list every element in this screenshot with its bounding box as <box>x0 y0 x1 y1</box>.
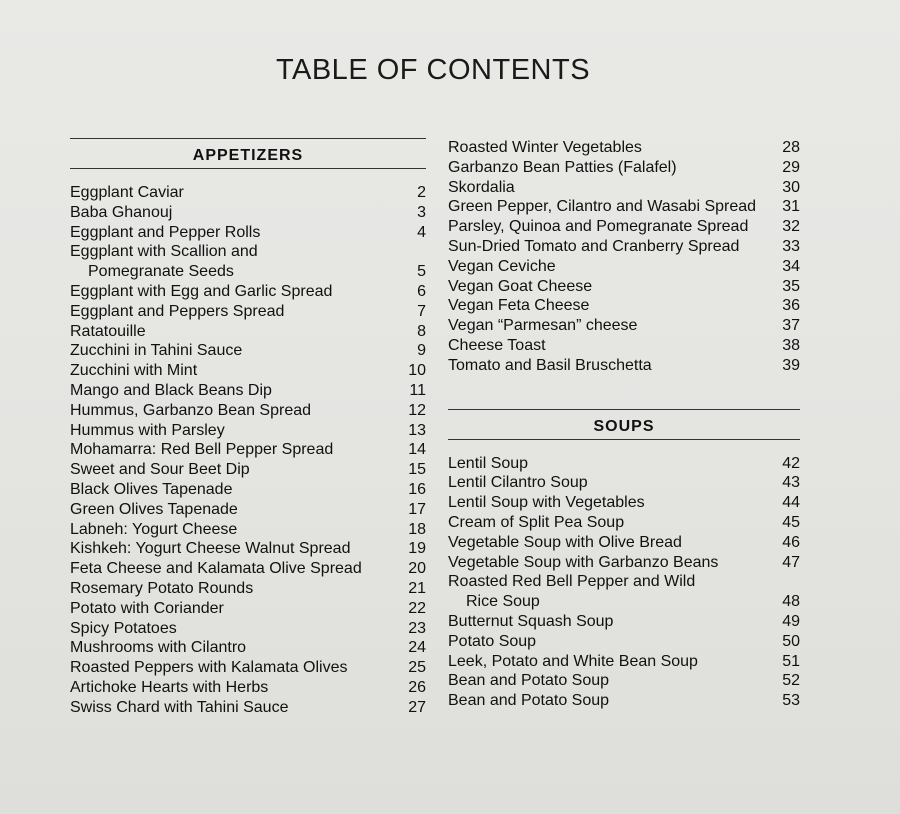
toc-entry-title-line: Sun-Dried Tomato and Cranberry Spread <box>448 237 740 255</box>
toc-entry <box>448 691 800 711</box>
toc-entry-title-line: Eggplant with Scallion and <box>70 243 258 261</box>
toc-column-left <box>70 138 426 718</box>
toc-entry <box>70 539 426 559</box>
toc-entry <box>70 322 426 342</box>
toc-page-number: 18 <box>408 520 426 538</box>
toc-entry-title <box>448 493 645 513</box>
toc-page-number: 29 <box>782 158 800 176</box>
toc-entry-title <box>70 223 260 243</box>
toc-entry <box>70 401 426 421</box>
toc-entry-title-line: Eggplant and Peppers Spread <box>70 302 285 320</box>
toc-entry-title-line: Cream of Split Pea Soup <box>448 513 625 531</box>
toc-page-number: 22 <box>408 599 426 617</box>
toc-entry-title <box>70 381 272 401</box>
toc-entry <box>448 356 800 376</box>
toc-page-number: 52 <box>782 672 800 690</box>
toc-entry-title-line: Spicy Potatoes <box>70 619 177 637</box>
toc-page-number: 9 <box>417 342 426 360</box>
toc-page-number: 50 <box>782 632 800 650</box>
toc-entry <box>448 138 800 158</box>
toc-page-number: 37 <box>782 317 800 335</box>
toc-entry-title <box>448 277 592 297</box>
toc-entry-title <box>448 533 682 553</box>
toc-entry <box>448 296 800 316</box>
toc-entry-title-line: Eggplant with Egg and Garlic Spread <box>70 282 333 300</box>
toc-page-number: 42 <box>782 454 800 472</box>
toc-entry <box>70 559 426 579</box>
toc-entry-title <box>448 473 588 493</box>
toc-page-number: 23 <box>408 619 426 637</box>
toc-entry-title <box>70 579 253 599</box>
toc-page-number: 33 <box>782 237 800 255</box>
toc-entry-title-line: Artichoke Hearts with Herbs <box>70 678 269 696</box>
toc-entry-title <box>70 500 238 520</box>
toc-entry <box>448 454 800 474</box>
toc-entry <box>70 361 426 381</box>
toc-entry <box>70 440 426 460</box>
toc-entry <box>70 520 426 540</box>
toc-entry-title-line: Zucchini in Tahini Sauce <box>70 342 243 360</box>
toc-entry-title-line: Potato with Coriander <box>70 599 224 617</box>
toc-entry-title <box>70 678 268 698</box>
toc-entry-title <box>448 513 624 533</box>
toc-entry-title-line: Mohamarra: Red Bell Pepper Spread <box>70 441 334 459</box>
toc-entry-title-line: Butternut Squash Soup <box>448 612 614 630</box>
toc-page-number: 8 <box>417 322 426 340</box>
toc-page-number: 38 <box>782 336 800 354</box>
toc-entry-title-line: Baba Ghanouj <box>70 203 173 221</box>
toc-entry-title <box>448 572 768 612</box>
toc-entry <box>70 698 426 718</box>
toc-page-number: 5 <box>417 263 426 281</box>
toc-entry <box>70 341 426 361</box>
toc-entry-title <box>70 361 197 381</box>
toc-entry <box>70 242 426 282</box>
toc-entry-title <box>70 619 177 639</box>
toc-entry-title <box>448 553 718 573</box>
toc-entry-title-line: Vegetable Soup with Olive Bread <box>448 533 682 551</box>
toc-page-number: 13 <box>408 421 426 439</box>
toc-entry-title <box>448 652 698 672</box>
toc-entry-title <box>70 421 225 441</box>
toc-entry <box>448 572 800 612</box>
toc-entry-title-line: Lentil Soup with Vegetables <box>448 494 645 512</box>
toc-entry-title-line: Roasted Winter Vegetables <box>448 139 642 156</box>
toc-entry <box>448 158 800 178</box>
toc-page-number: 10 <box>408 362 426 380</box>
toc-entry-title-line: Garbanzo Bean Patties (Falafel) <box>448 158 677 176</box>
toc-entry-title-line: Cheese Toast <box>448 336 546 354</box>
toc-entry <box>448 217 800 237</box>
toc-entry <box>448 257 800 277</box>
toc-entry <box>70 183 426 203</box>
toc-entry-title <box>70 440 333 460</box>
toc-entry-title <box>448 237 739 257</box>
toc-page-number: 30 <box>782 178 800 196</box>
toc-entry-title <box>70 520 237 540</box>
toc-entry <box>70 579 426 599</box>
toc-entry-title <box>70 401 311 421</box>
toc-entry-title-line: Lentil Soup <box>448 454 529 472</box>
toc-entry-title <box>70 341 242 361</box>
toc-entry <box>70 599 426 619</box>
toc-page-number: 43 <box>782 474 800 492</box>
toc-entry-title-line: Hummus, Garbanzo Bean Spread <box>70 401 312 419</box>
toc-entry-title-line: Eggplant Caviar <box>70 184 184 201</box>
toc-entry <box>448 277 800 297</box>
toc-entry-title-line: Hummus with Parsley <box>70 421 225 439</box>
toc-entry-title <box>448 197 756 217</box>
toc-entry <box>70 282 426 302</box>
section-heading-soups: SOUPS <box>448 409 800 440</box>
toc-entry <box>448 473 800 493</box>
toc-entry-title <box>448 454 528 474</box>
toc-entry-title <box>448 671 609 691</box>
toc-entry-title <box>70 203 172 223</box>
toc-entry-title <box>448 336 546 356</box>
toc-entry-title-line: Lentil Cilantro Soup <box>448 474 588 492</box>
toc-page-number: 27 <box>408 698 426 716</box>
toc-page-number: 53 <box>782 692 800 710</box>
toc-entry-title <box>448 217 748 237</box>
toc-page-number: 20 <box>408 560 426 578</box>
toc-entry-title-line: Green Olives Tapenade <box>70 500 238 518</box>
toc-entry-title-line: Feta Cheese and Kalamata Olive Spread <box>70 560 362 578</box>
toc-entry-title-line: Ratatouille <box>70 322 146 340</box>
toc-entry-title <box>70 242 390 282</box>
toc-page-number: 17 <box>408 500 426 518</box>
toc-page-number: 46 <box>782 533 800 551</box>
toc-entry-title <box>448 356 652 376</box>
toc-page-number: 49 <box>782 612 800 630</box>
toc-page-number: 48 <box>782 593 800 611</box>
toc-entry <box>70 381 426 401</box>
toc-entry-title-line: Potato Soup <box>448 632 537 650</box>
toc-entry-title <box>448 296 589 316</box>
toc-entry-title <box>70 559 362 579</box>
toc-page-number: 16 <box>408 480 426 498</box>
toc-entry-title <box>70 599 224 619</box>
toc-entry-title-line: Sweet and Sour Beet Dip <box>70 461 250 479</box>
toc-entry <box>70 203 426 223</box>
toc-entry-title-line: Mushrooms with Cilantro <box>70 639 247 657</box>
page-title: TABLE OF CONTENTS <box>275 54 591 86</box>
toc-entry-title-line: Zucchini with Mint <box>70 362 198 380</box>
toc-entry <box>448 533 800 553</box>
toc-page-number: 51 <box>782 652 800 670</box>
toc-entry-title-line: Swiss Chard with Tahini Sauce <box>70 698 289 716</box>
toc-page-number: 25 <box>408 659 426 677</box>
toc-entry <box>448 316 800 336</box>
toc-entry <box>448 671 800 691</box>
toc-entry <box>70 658 426 678</box>
toc-entry <box>448 652 800 672</box>
toc-entry <box>448 553 800 573</box>
toc-page-number: 15 <box>408 461 426 479</box>
toc-entry-title <box>70 638 246 658</box>
toc-entry <box>70 302 426 322</box>
toc-entry-title <box>448 612 613 632</box>
toc-entry-title <box>70 658 347 678</box>
toc-entry-title <box>448 158 677 178</box>
toc-entry-title <box>448 257 556 277</box>
toc-page-number: 3 <box>417 203 426 221</box>
toc-entry-title <box>448 138 642 158</box>
toc-entry-title-line: Tomato and Basil Bruschetta <box>448 356 652 374</box>
toc-entry-title <box>70 322 146 342</box>
toc-column-right <box>448 138 800 711</box>
toc-entry-title-line: Kishkeh: Yogurt Cheese Walnut Spread <box>70 540 351 558</box>
toc-entry-title-line: Bean and Potato Soup <box>448 672 610 690</box>
toc-entry-title-line: Vegan Feta Cheese <box>448 297 590 315</box>
toc-entry <box>448 197 800 217</box>
toc-page-number: 45 <box>782 513 800 531</box>
toc-page-number: 26 <box>408 678 426 696</box>
toc-entry <box>70 223 426 243</box>
toc-page-number: 24 <box>408 639 426 657</box>
toc-page-number: 31 <box>782 198 800 216</box>
toc-entry-title-continuation: Rice Soup <box>466 593 540 611</box>
toc-entry <box>448 336 800 356</box>
toc-entry <box>70 500 426 520</box>
toc-page-number: 14 <box>408 441 426 459</box>
toc-page-number: 4 <box>417 223 426 241</box>
toc-entry-title-line: Rosemary Potato Rounds <box>70 579 254 597</box>
toc-entry-title-line: Vegan Goat Cheese <box>448 277 593 295</box>
toc-entry-title-continuation: Pomegranate Seeds <box>88 263 234 281</box>
toc-page-number: 2 <box>417 184 426 201</box>
toc-page-number: 6 <box>417 282 426 300</box>
toc-entry-title <box>70 282 332 302</box>
toc-entry-title-line: Bean and Potato Soup <box>448 692 610 710</box>
toc-entry-title <box>448 691 609 711</box>
toc-entry-title <box>448 316 637 336</box>
toc-entry-title-line: Roasted Peppers with Kalamata Olives <box>70 659 348 677</box>
toc-entry-title <box>70 480 232 500</box>
toc-page-number: 7 <box>417 302 426 320</box>
toc-entry-title <box>448 178 515 198</box>
toc-entry <box>70 460 426 480</box>
toc-entry <box>448 237 800 257</box>
toc-entry-title <box>70 460 250 480</box>
toc-entry-title-line: Green Pepper, Cilantro and Wasabi Spread <box>448 198 757 216</box>
toc-page-number: 34 <box>782 257 800 275</box>
section-spacer <box>448 376 800 409</box>
toc-entry-title <box>70 302 284 322</box>
toc-entry <box>448 612 800 632</box>
toc-entry-title <box>70 539 350 559</box>
toc-entry <box>70 638 426 658</box>
toc-entry-title-line: Leek, Potato and White Bean Soup <box>448 652 698 670</box>
toc-entry <box>70 480 426 500</box>
toc-entry-title-line: Parsley, Quinoa and Pomegranate Spread <box>448 218 749 236</box>
toc-entry-title-line: Mango and Black Beans Dip <box>70 381 272 399</box>
toc-entry <box>70 678 426 698</box>
toc-entry <box>70 421 426 441</box>
toc-page-number: 32 <box>782 218 800 236</box>
toc-page-number: 47 <box>782 553 800 571</box>
toc-entry <box>448 178 800 198</box>
toc-entry-title-line: Labneh: Yogurt Cheese <box>70 520 238 538</box>
toc-entry-title-line: Vegan Ceviche <box>448 257 556 275</box>
toc-page-number: 21 <box>408 579 426 597</box>
toc-page-number: 12 <box>408 401 426 419</box>
toc-page-number: 19 <box>408 540 426 558</box>
toc-entry <box>448 493 800 513</box>
toc-page-number: 35 <box>782 277 800 295</box>
toc-entry-title-line: Vegetable Soup with Garbanzo Beans <box>448 553 719 571</box>
toc-entry-title-line: Roasted Red Bell Pepper and Wild <box>448 573 696 591</box>
toc-entry <box>448 632 800 652</box>
toc-entry-title-line: Black Olives Tapenade <box>70 480 233 498</box>
toc-page-number: 44 <box>782 494 800 512</box>
toc-entry-title <box>448 632 536 652</box>
toc-page-number: 39 <box>782 356 800 374</box>
toc-entry-title <box>70 183 184 203</box>
toc-entry <box>448 513 800 533</box>
section-heading-appetizers: APPETIZERS <box>70 138 426 169</box>
toc-entry <box>70 619 426 639</box>
toc-page-number: 36 <box>782 297 800 315</box>
toc-page-number: 11 <box>409 381 426 399</box>
toc-entry-title-line: Eggplant and Pepper Rolls <box>70 223 261 241</box>
toc-entry-title-line: Vegan “Parmesan” cheese <box>448 317 638 335</box>
toc-entry-title <box>70 698 288 718</box>
toc-entry-title-line: Skordalia <box>448 178 515 196</box>
toc-page-number: 28 <box>782 139 800 156</box>
